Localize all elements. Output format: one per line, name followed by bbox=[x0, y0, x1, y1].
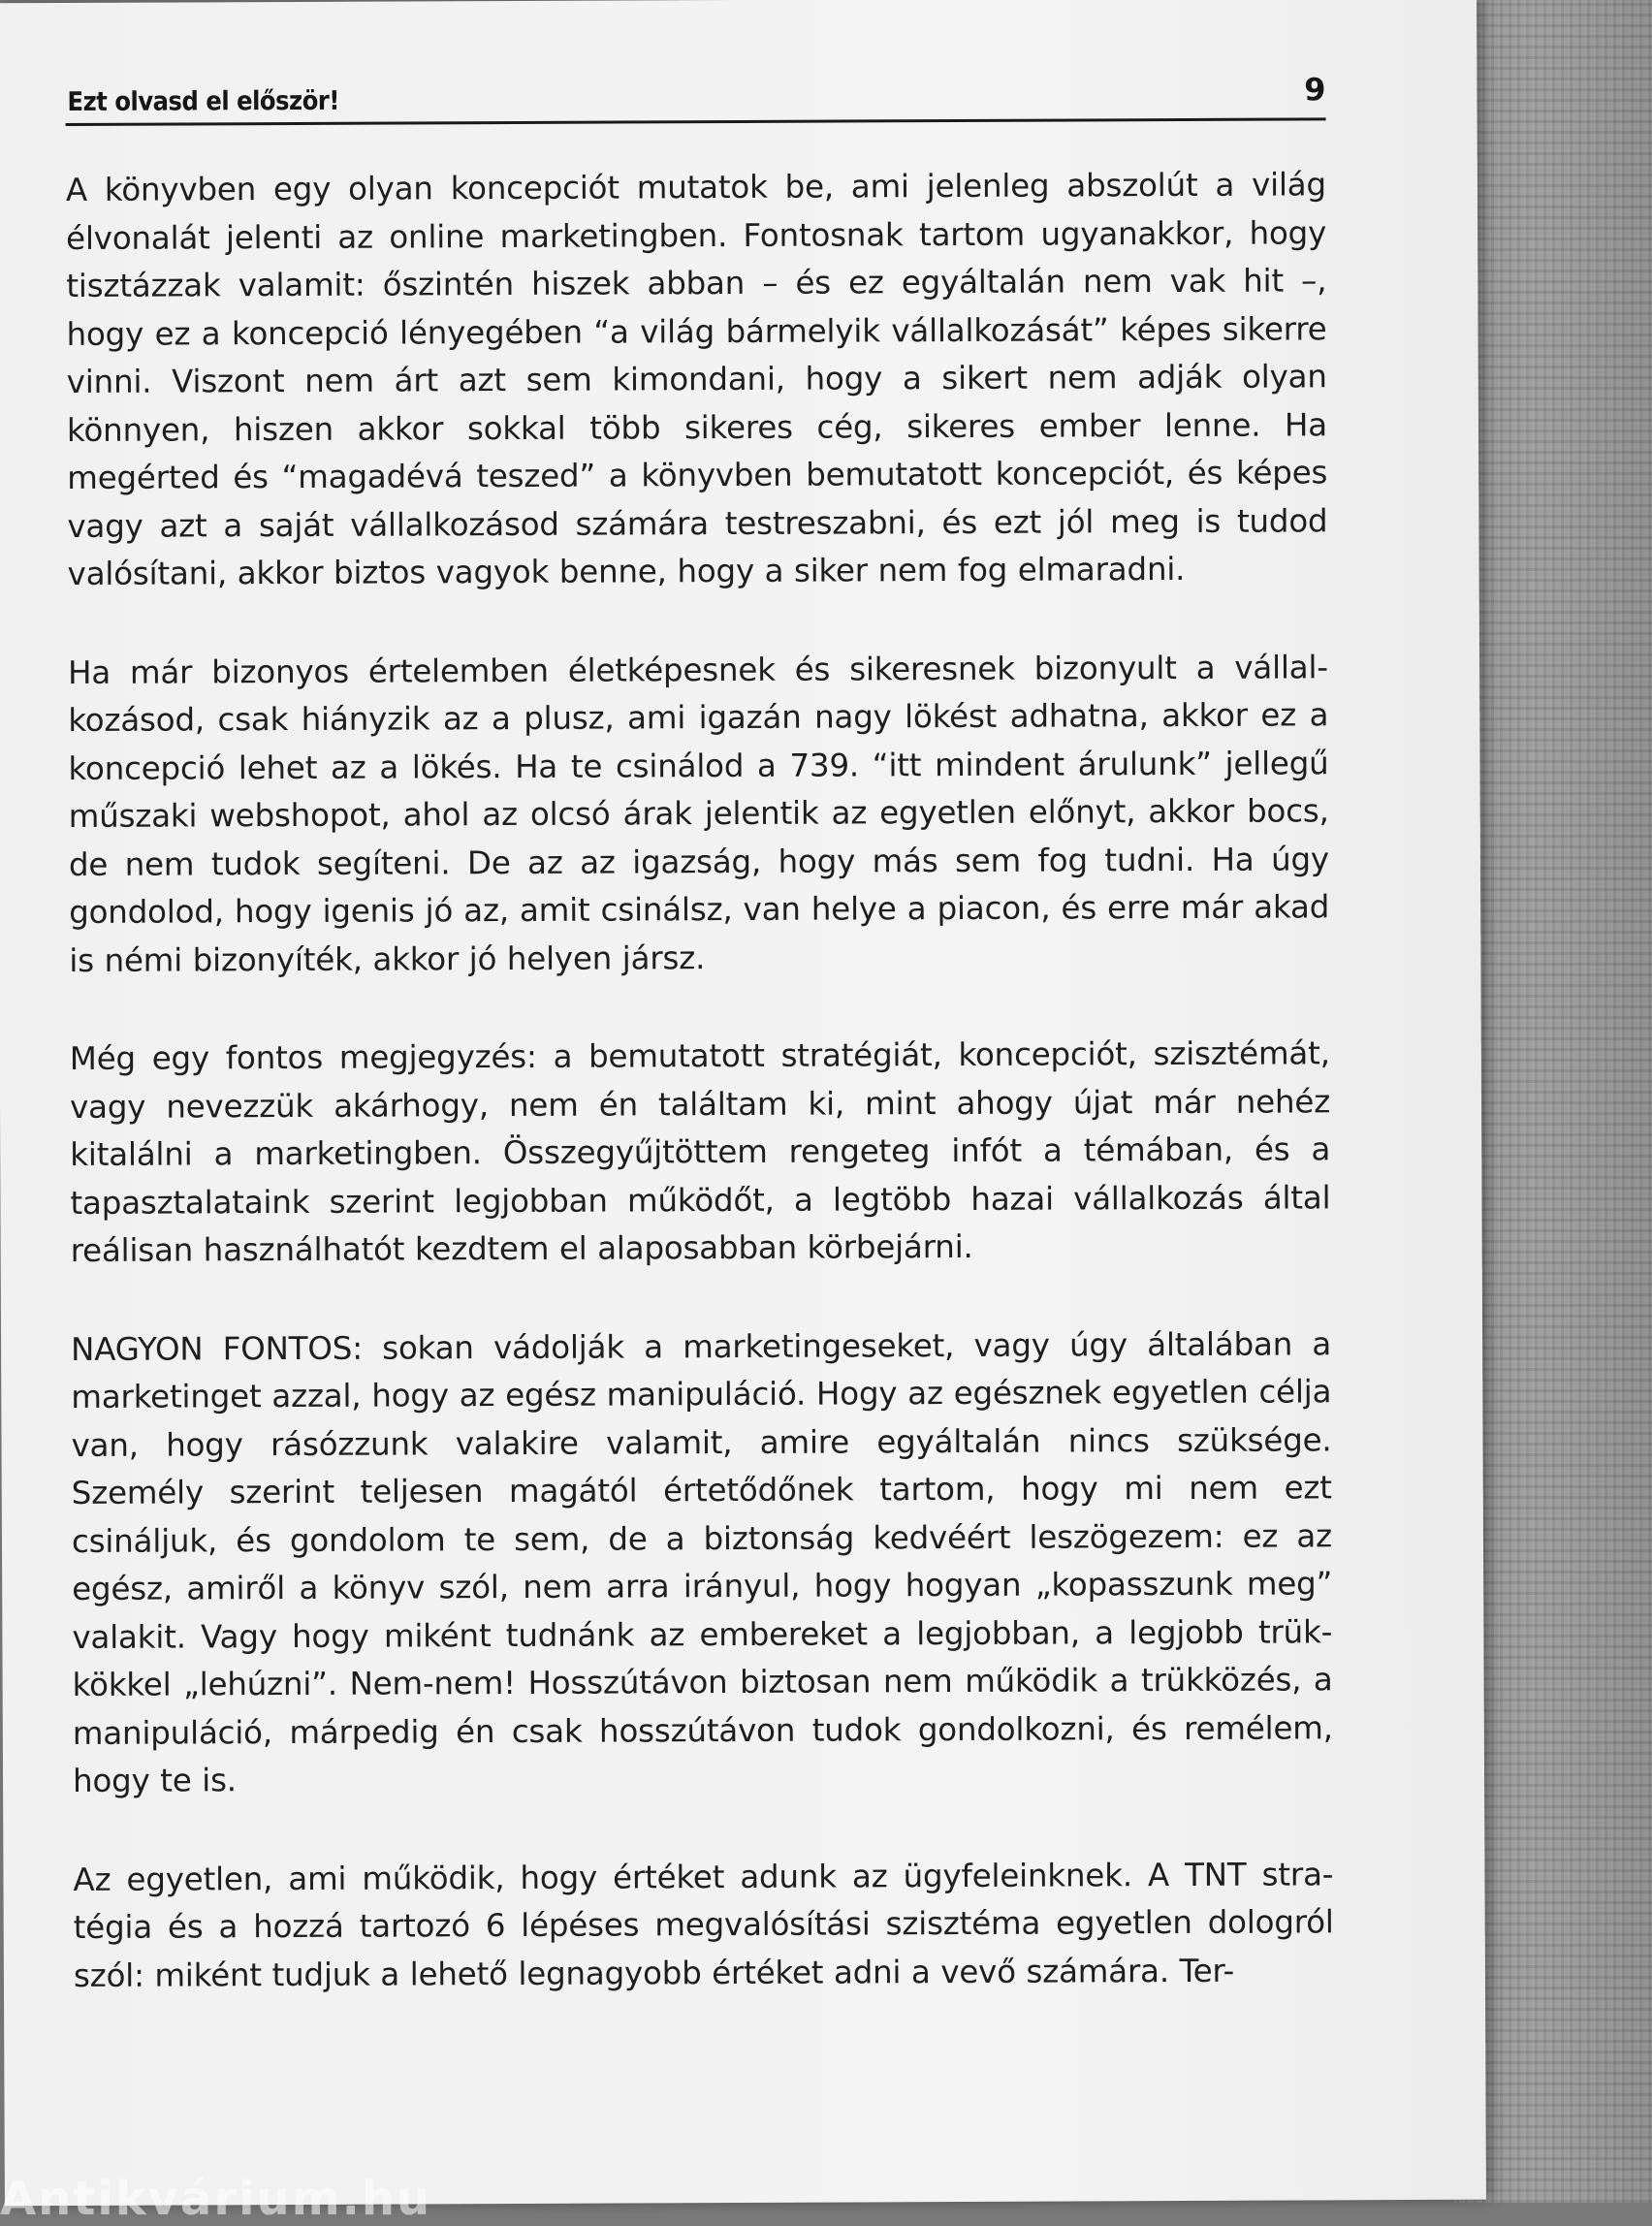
watermark: Antikvárium.hu bbox=[0, 2172, 432, 2226]
paragraph-1: A könyvben egy olyan koncepciót mutatok be, ami jelenleg abszolút a világ élvonalát jelenti az online marketingben. Fontosnak tartom ugyanakkor, hogy tisztázzak valamit: őszintén hiszek abban – és ez egyáltalán nem vak hit –, hogy ez a koncepció lényegében “a világ bármelyik vállalkozását” képes sikerre vinni. Viszont nem árt azt sem kimondani, hogy a sikert nem adják olyan könnyen, hiszen akkor sokkal több sikeres cég, sikeres ember lenne. Ha megérted és “magadévá teszed” a könyvben bemutatott koncepciót, és képes vagy azt a saját vállalkozásod számára testreszabni, és ezt jól meg is tudod valósítani, akkor biztos vagyok benne, hogy a siker nem fog elmaradni. bbox=[65, 166, 1328, 593]
page-content bbox=[65, 55, 1334, 2051]
body-text bbox=[66, 161, 1334, 2000]
paragraph-3: Még egy fontos megjegyzés: a bemutatott stratégiát, koncepciót, szisztémát, vagy nevezzük akárhogy, nem én találtam ki, mint ahogy újat már nehéz kitalálni a marketingben. Összegyűjtöttem rengeteg infót a témában, és a tapasztalataink szerint legjobban működőt, a legtöbb hazai vállalkozás által reálisan használhatót kezdtem el alaposabban körbejárni. bbox=[69, 1034, 1331, 1270]
paragraph-5: Az egyetlen, ami működik, hogy értéket adunk az ügyfeleinknek. A TNT stratégia és a hozzá tartozó 6 lépéses megvalósítási szisztéma egyetlen dologról szól: miként tudjuk a lehető legnagyobb értéket adni a vevő számára. Ter- bbox=[73, 1855, 1334, 1994]
paragraph-2: Ha már bizonyos értelemben életképesnek és sikeresnek bizonyult a vállalkozásod, csak hiányzik az a plusz, ami igazán nagy lökést adhatna, akkor ez a koncepció lehet az a lökés. Ha te csinálod a 739. “itt mindent árulunk” jellegű műszaki webshopot, ahol az olcsó árak jelentik az egyetlen előnyt, akkor bocs, de nem tudok segíteni. De az az igazság, hogy más sem fog tudni. Ha úgy gondolod, hogy igenis jó az, amit csinálsz, van helye a piacon, és erre már akad is némi bizonyíték, akkor jó helyen jársz. bbox=[67, 648, 1330, 979]
page-number: 9 bbox=[1304, 71, 1326, 109]
running-title: Ezt olvasd el először! bbox=[67, 85, 339, 118]
running-header bbox=[65, 55, 1325, 126]
paragraph-4: NAGYON FONTOS: sokan vádolják a marketingeseket, vagy úgy általában a marketinget azzal, hogy az egész manipuláció. Hogy az egésznek egyetlen célja van, hogy rásózzunk valakire valamit, amire egyáltalán nincs szüksége. Személy szerint teljesen magától értetődőnek tartom, hogy mi nem ezt csináljuk, és gondolom te sem, de a biztonság kedvéért leszögezem: ez az egész, amiről a könyv szól, nem arra irányul, hogy hogyan „kopasszunk meg” valakit. Vagy hogy miként tudnánk az embereket a legjobban, a legjobb trükkökkel „lehúzni”. Nem-nem! Hosszútávon biztosan nem működik a trükközés, a manipuláció, márpedig én csak hosszútávon tudok gondolkozni, és remélem, hogy te is. bbox=[71, 1324, 1333, 1799]
